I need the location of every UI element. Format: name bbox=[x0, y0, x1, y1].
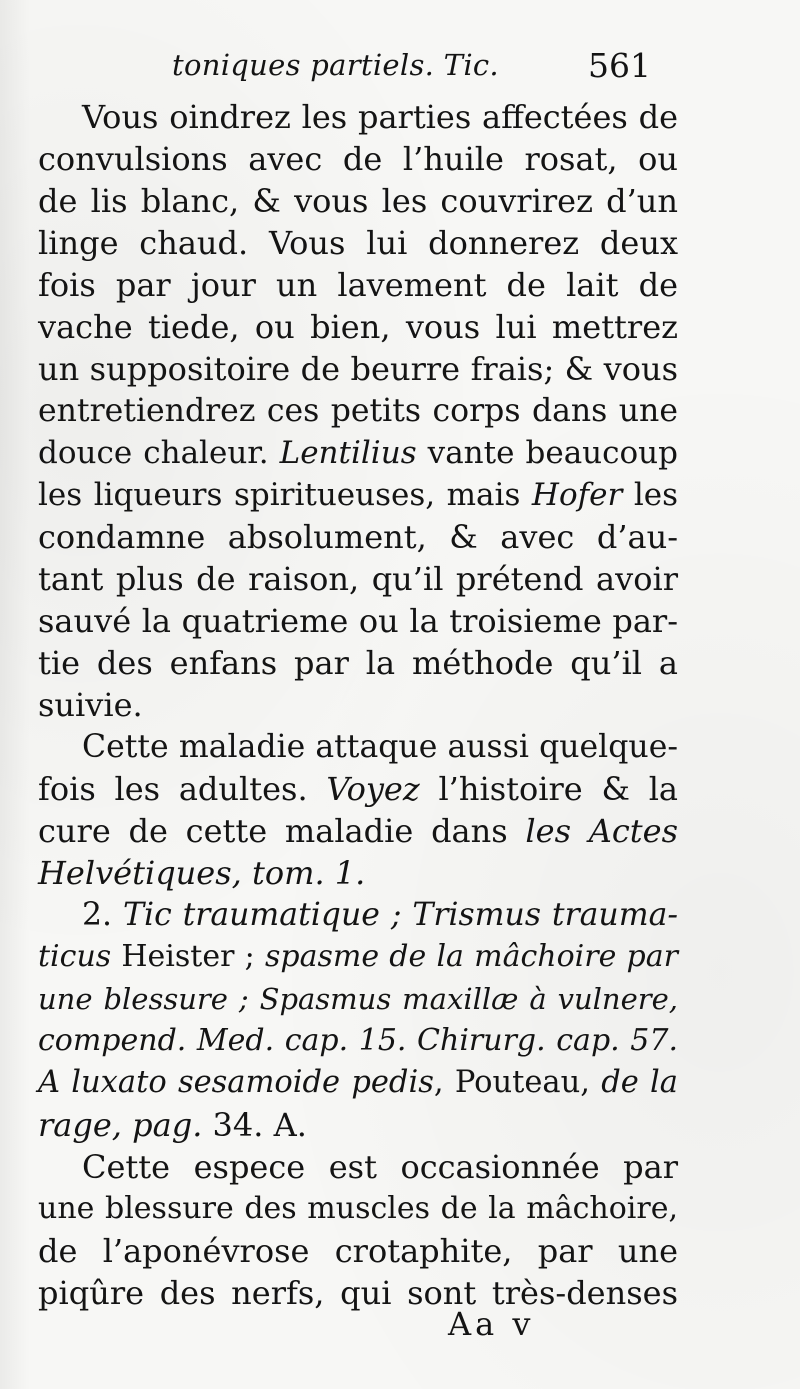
text-run-italic: de la bbox=[601, 1065, 678, 1100]
text-line bbox=[38, 726, 678, 768]
text-run: un suppositoire de beurre frais; & vous bbox=[38, 350, 678, 388]
text-run: une blessure des muscles de la mâchoire, bbox=[38, 1191, 678, 1226]
text-run: , Pouteau, bbox=[433, 1065, 602, 1100]
text-run-italic: rage, pag. bbox=[38, 1106, 203, 1144]
text-run-italic: Voyez bbox=[326, 770, 420, 808]
text-run-italic: Hofer bbox=[531, 477, 623, 513]
text-line bbox=[38, 642, 678, 684]
text-run: condamne absolument, & avec d’au- bbox=[38, 518, 678, 556]
text-run: vache tiede, ou bien, vous lui mettrez bbox=[38, 308, 678, 346]
text-run: tant plus de raison, qu’il prétend avoir bbox=[38, 560, 678, 598]
body-text bbox=[38, 96, 678, 1314]
text-run-italic: spasme de la mâchoire par bbox=[264, 939, 678, 974]
text-line bbox=[38, 1020, 678, 1062]
text-run: cure de cette maladie dans bbox=[38, 812, 526, 850]
text-run: sauvé la quatrieme ou la troisieme par- bbox=[38, 602, 678, 640]
text-run-italic: Lentilius bbox=[279, 435, 417, 471]
page-header bbox=[0, 48, 800, 98]
text-line bbox=[38, 600, 678, 642]
text-run: 34. A. bbox=[202, 1106, 307, 1144]
text-line bbox=[38, 1230, 678, 1272]
text-line bbox=[38, 1188, 678, 1230]
text-run: les liqueurs spiritueuses, mais bbox=[38, 477, 532, 513]
text-line bbox=[38, 852, 678, 894]
text-run: piqûre des nerfs, qui sont très-denses bbox=[38, 1274, 678, 1312]
text-run-italic: Helvétiques, tom. 1. bbox=[38, 854, 366, 892]
text-run: vante beaucoup bbox=[416, 435, 678, 471]
text-line bbox=[38, 810, 678, 852]
text-line bbox=[38, 1062, 678, 1104]
text-run: Cette espece est occasionnée par bbox=[82, 1148, 678, 1186]
text-run: 2. bbox=[82, 897, 123, 933]
text-line bbox=[38, 936, 678, 978]
text-line bbox=[38, 894, 678, 936]
text-line bbox=[38, 768, 678, 810]
text-run-italic: A luxato sesamoide pedis bbox=[38, 1065, 434, 1100]
text-line bbox=[38, 96, 678, 138]
text-line bbox=[38, 1146, 678, 1188]
text-run: de lis blanc, & vous les couvrirez d’un bbox=[38, 182, 678, 220]
text-run-italic: compend. Med. cap. 15. Chirurg. cap. 57. bbox=[38, 1023, 678, 1058]
text-line bbox=[38, 516, 678, 558]
running-head: toniques partiels. Tic. bbox=[172, 48, 499, 82]
text-run: l’histoire & la bbox=[419, 770, 679, 808]
text-run: Heister ; bbox=[111, 939, 265, 974]
text-run-italic: ticus bbox=[38, 939, 112, 974]
text-run: convulsions avec de l’huile rosat, ou bbox=[38, 140, 678, 178]
text-line bbox=[38, 264, 678, 306]
text-line bbox=[38, 222, 678, 264]
text-run-italic: une blessure ; Spasmus maxillæ à vulnere, bbox=[38, 982, 678, 1016]
text-run-italic: les Actes bbox=[525, 812, 679, 850]
text-line bbox=[38, 390, 678, 432]
text-run: linge chaud. Vous lui donnerez deux bbox=[38, 224, 678, 262]
text-run: Vous oindrez les parties affectées de bbox=[82, 98, 678, 136]
text-run: de l’aponévrose crotaphite, par une bbox=[38, 1232, 678, 1270]
text-run: les bbox=[622, 477, 678, 513]
text-line bbox=[38, 474, 678, 516]
text-run: suivie. bbox=[38, 686, 143, 724]
text-line bbox=[38, 558, 678, 600]
page-number: 561 bbox=[588, 46, 651, 85]
text-line bbox=[38, 978, 678, 1020]
signature-mark: Aa v bbox=[448, 1305, 535, 1343]
text-run: tie des enfans par la méthode qu’il a bbox=[38, 644, 678, 682]
text-line bbox=[38, 432, 678, 474]
text-line bbox=[38, 348, 678, 390]
text-run: Cette maladie attaque aussi quelque- bbox=[82, 729, 678, 765]
text-line bbox=[38, 1104, 678, 1146]
text-run: fois par jour un lavement de lait de bbox=[38, 266, 678, 304]
text-run: entretiendrez ces petits corps dans une bbox=[38, 393, 678, 429]
text-line bbox=[38, 1272, 678, 1314]
text-run-italic: Tic traumatique ; Trismus trauma- bbox=[122, 897, 678, 933]
text-run: douce chaleur. bbox=[38, 435, 280, 471]
text-line bbox=[38, 180, 678, 222]
text-run: fois les adultes. bbox=[38, 770, 327, 808]
text-line bbox=[38, 138, 678, 180]
text-line bbox=[38, 306, 678, 348]
text-line bbox=[38, 684, 678, 726]
